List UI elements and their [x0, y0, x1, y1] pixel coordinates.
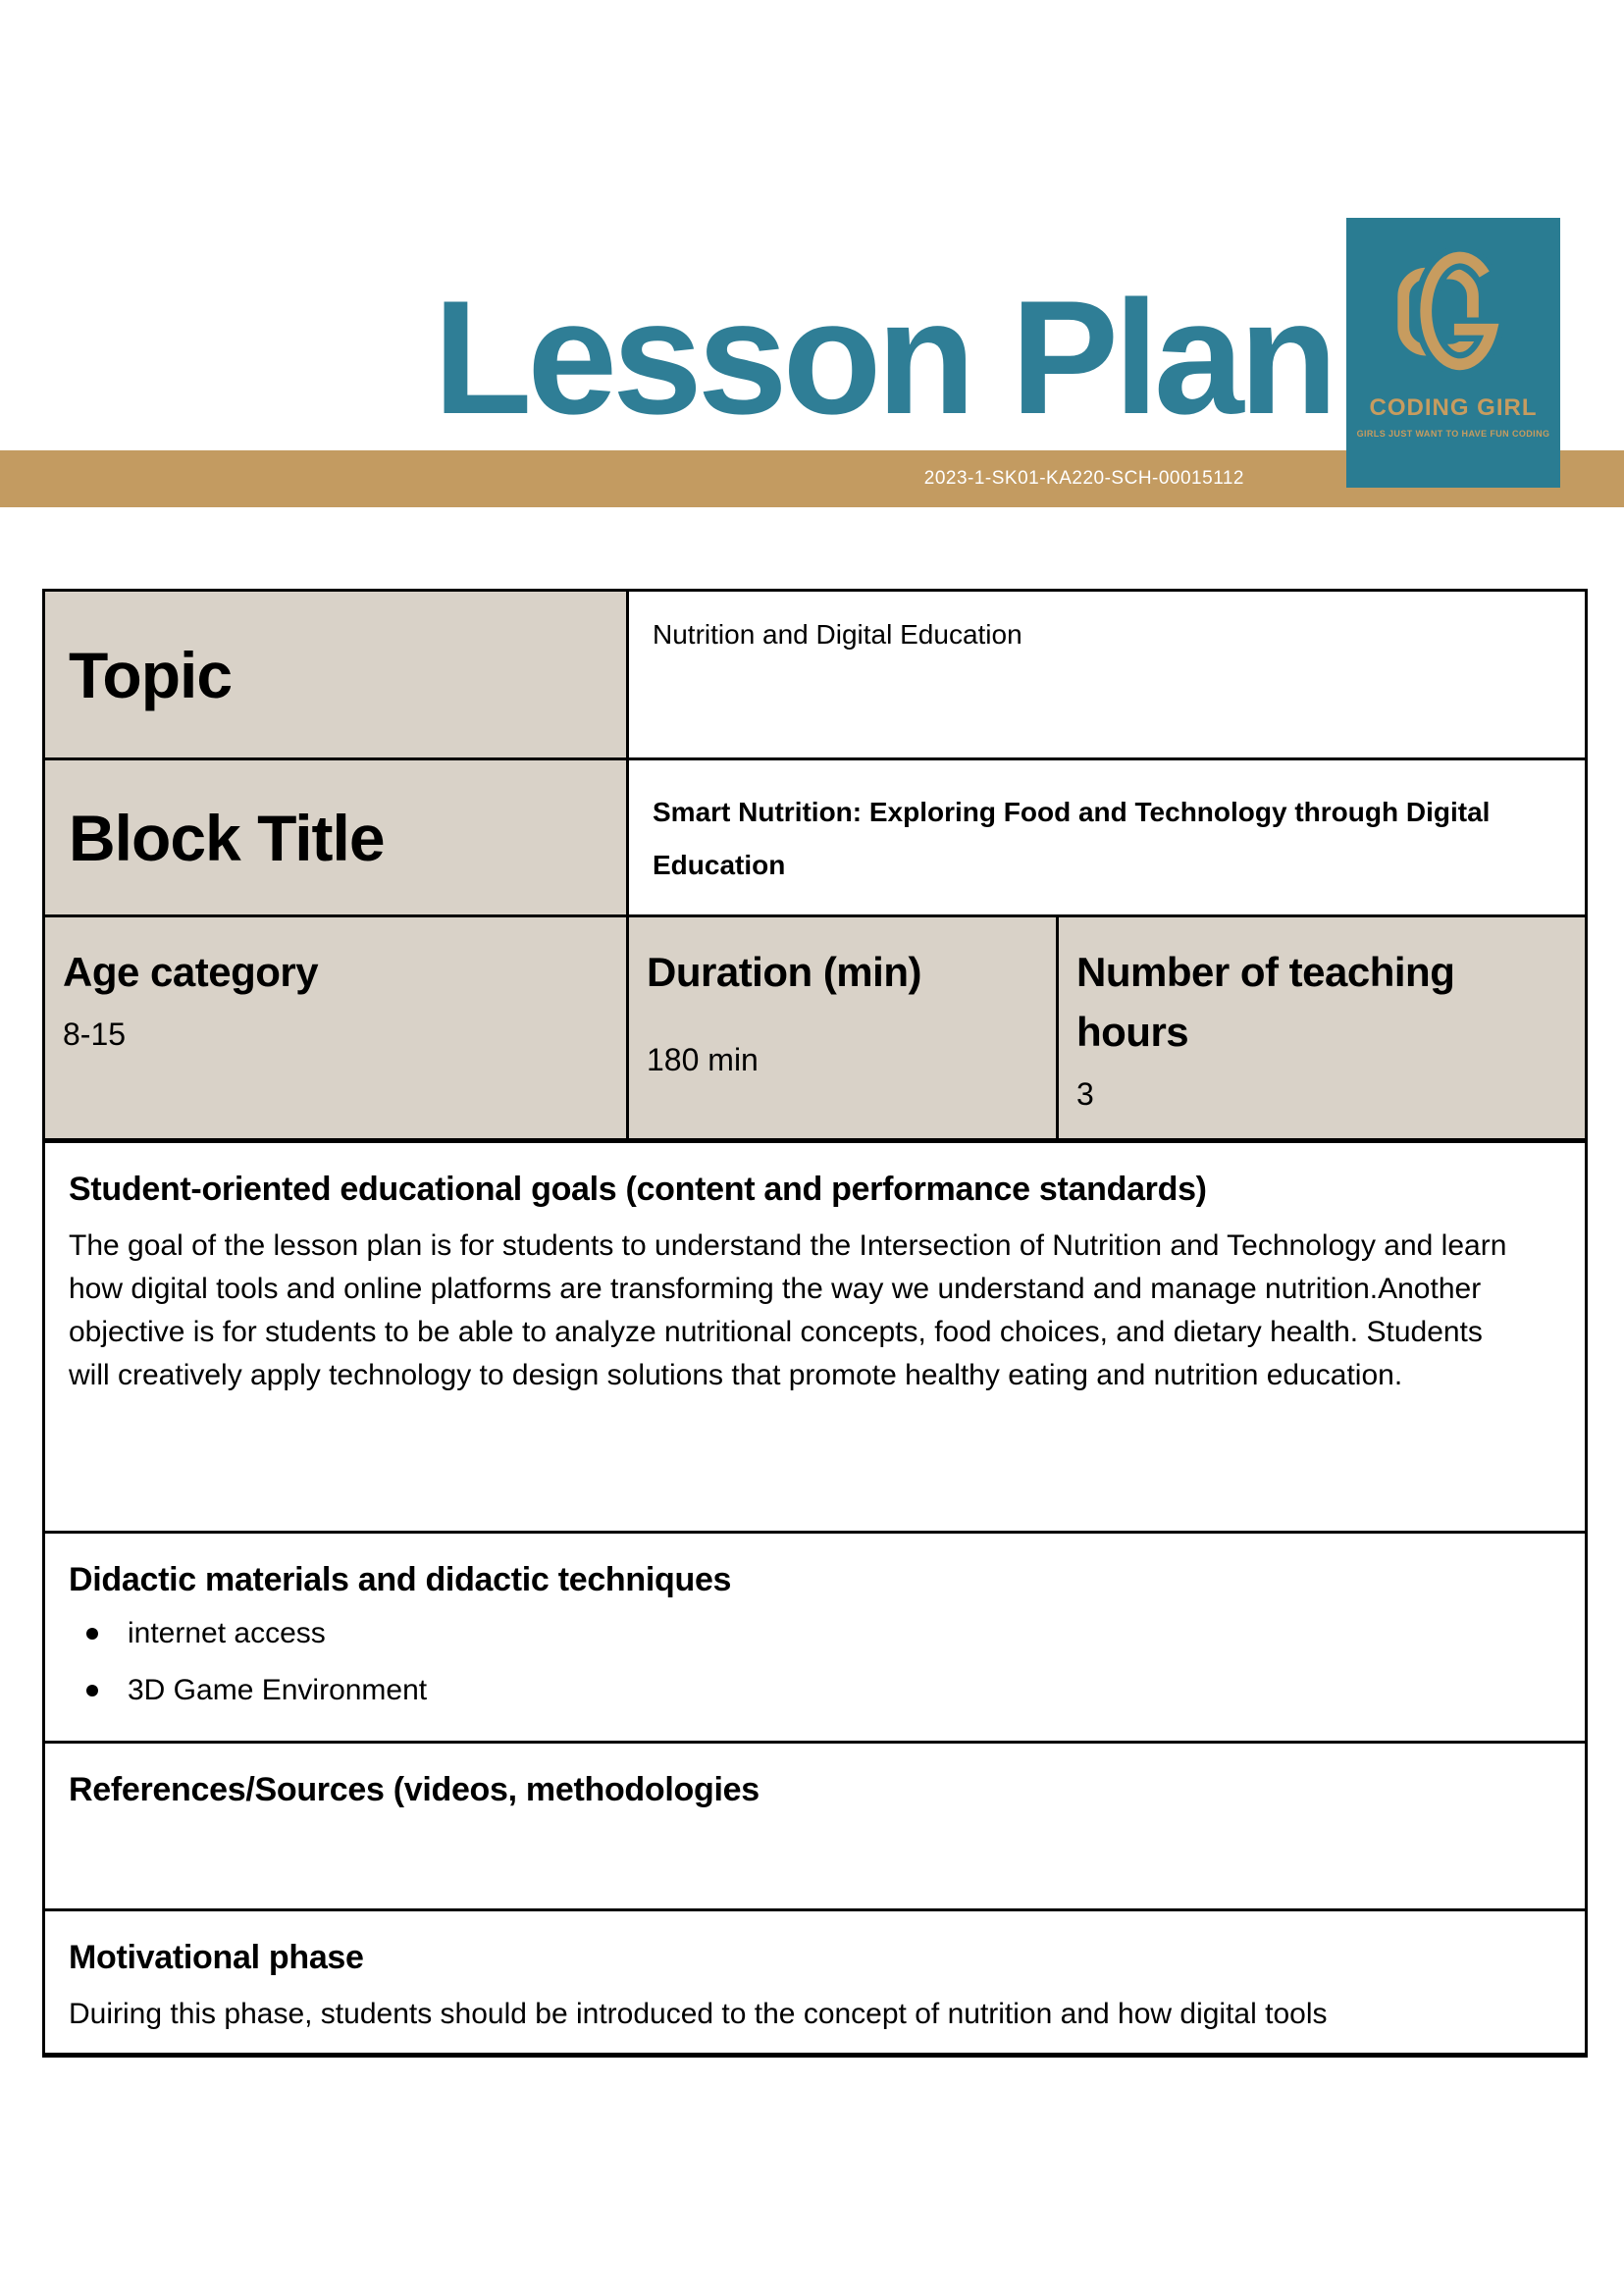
didactic-cell: [45, 1534, 1585, 1741]
duration-cell: [626, 917, 1056, 1138]
motivational-text: Duiring this phase, students should be introduced to the concept of nutrition and how digital tools: [69, 1998, 1328, 2030]
duration-label: Duration (min): [647, 949, 921, 995]
age-category-value: 8-15: [63, 1016, 127, 1052]
topic-label: Topic: [45, 592, 626, 757]
lesson-plan-table: [42, 589, 1588, 2058]
page-header: [0, 0, 1624, 549]
block-title-label: Block Title: [45, 760, 626, 914]
teaching-hours-cell: [1056, 917, 1585, 1138]
motivational-heading: Motivational phase: [69, 1939, 364, 1976]
list-item: 3D Game Environment: [128, 1674, 1561, 1707]
list-item: internet access: [128, 1617, 1561, 1650]
project-code: 2023-1-SK01-KA220-SCH-00015112: [923, 468, 1244, 489]
didactic-materials-list: [69, 1617, 1561, 1707]
table-row-block-title: [45, 760, 1585, 917]
table-row-motivational: [45, 1911, 1585, 2053]
references-cell: [45, 1744, 1585, 1908]
goals-text: The goal of the lesson plan is for students to understand the Intersection of Nutrition and Technology and learn how digital tools and online platforms are transforming the way we understand and manage nutrition.Another objective is for students to be able to analyze nutritional concepts, food choices, and dietary health. Students will creatively apply technology to design solutions that promote healthy eating and nutrition education.: [69, 1229, 1507, 1391]
table-row-references: [45, 1744, 1585, 1911]
table-row-topic: [45, 592, 1585, 760]
didactic-heading: Didactic materials and didactic techniques: [69, 1561, 732, 1598]
logo-tagline: GIRLS JUST WANT TO HAVE FUN CODING: [1356, 429, 1550, 439]
cg-monogram-icon: [1395, 251, 1511, 385]
table-row-didactic: [45, 1534, 1585, 1744]
references-heading: References/Sources (videos, methodologies: [69, 1771, 760, 1808]
age-category-label: Age category: [63, 949, 319, 995]
goals-heading: Student-oriented educational goals (content and performance standards): [69, 1171, 1207, 1208]
coding-girl-logo: [1346, 218, 1560, 488]
motivational-cell: [45, 1911, 1585, 2053]
age-category-cell: [45, 917, 626, 1138]
teaching-hours-value: 3: [1076, 1075, 1094, 1112]
table-row-meta: [45, 917, 1585, 1143]
page-title: Lesson Plan: [433, 267, 1334, 447]
table-row-goals: [45, 1143, 1585, 1534]
duration-value: 180 min: [647, 1041, 759, 1077]
topic-value: Nutrition and Digital Education: [626, 592, 1585, 757]
block-title-value: Smart Nutrition: Exploring Food and Technology through Digital Education: [626, 760, 1585, 914]
teaching-hours-label: Number of teaching hours: [1076, 949, 1455, 1055]
logo-name: CODING GIRL: [1369, 394, 1538, 421]
goals-cell: [45, 1143, 1585, 1531]
